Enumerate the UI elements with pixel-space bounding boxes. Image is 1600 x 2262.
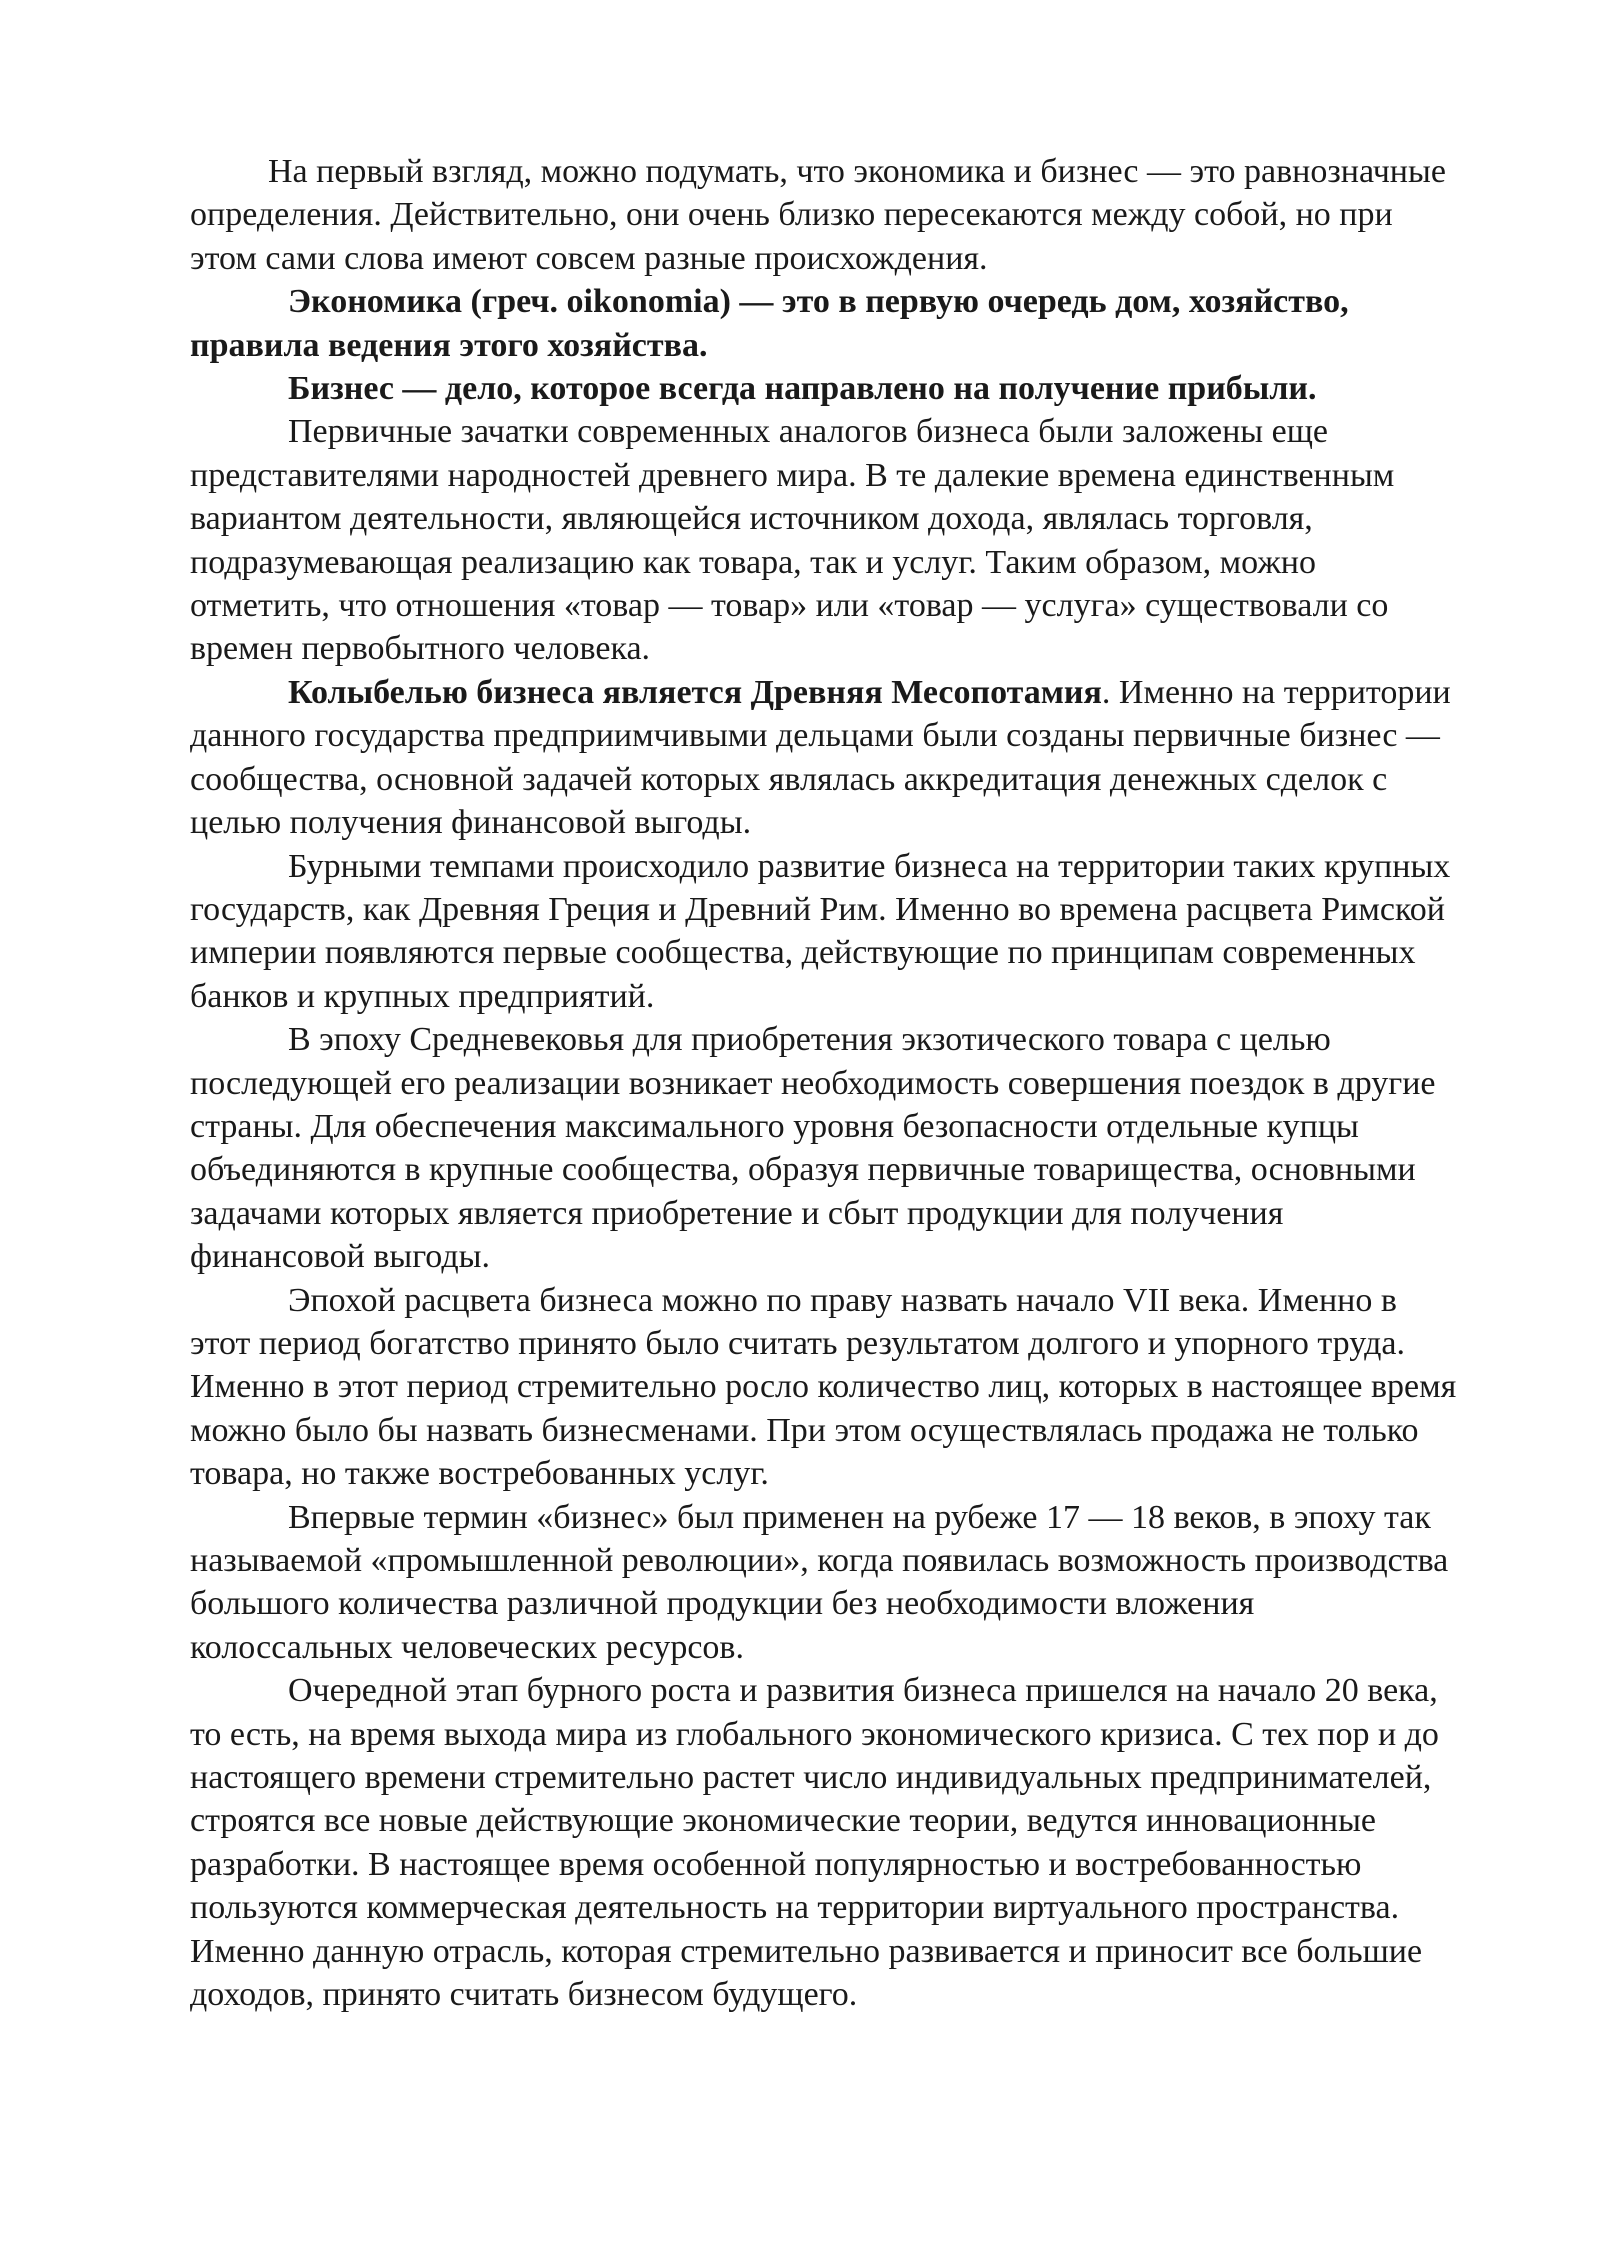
- paragraph-seventh-century: Эпохой расцвета бизнеса можно по праву назвать начало VII века. Именно в этот период богатство принято было считать результатом долгого и упорного труда. Именно в этот период стремительно росло количество лиц, которых в настоящее время можно было бы назвать бизнесменами. При этом осуществлялась продажа не только товара, но также востребованных услуг.: [190, 1281, 1457, 1493]
- paragraph-mesopotamia: [190, 671, 1460, 845]
- paragraph-twentieth-century: Очередной этап бурного роста и развития бизнеса пришелся на начало 20 века, то есть, на время выхода мира из глобального экономического кризиса. С тех пор и до настоящего времени стремительно растет число индивидуальных предпринимателей, строятся все новые действующие экономические теории, ведутся инновационные разработки. В настоящее время особенной популярностью и востребованностью пользуются коммерческая деятельность на территории виртуального пространства. Именно данную отрасль, которая стремительно развивается и приносит все большие доходов, принято считать бизнесом будущего.: [190, 1672, 1439, 2014]
- document-page: [190, 150, 1460, 2016]
- paragraph-industrial-revolution: Впервые термин «бизнес» был применен на рубеже 17 — 18 веков, в эпоху так называемой «промышленной революции», когда появилась возможность производства большого количества различной продукции без необходимости вложения колоссальных человеческих ресурсов.: [190, 1498, 1449, 1666]
- definition-economy: Экономика (греч. oikonomia) — это в первую очередь дом, хозяйство, правила ведения этого хозяйства.: [190, 283, 1349, 364]
- paragraph-intro: На первый взгляд, можно подумать, что экономика и бизнес — это равнозначные определения. Действительно, они очень близко пересекаются между собой, но при этом сами слова имеют совсем разные происхождения.: [190, 153, 1446, 277]
- paragraph-greece-rome: Бурными темпами происходило развитие бизнеса на территории таких крупных государств, как Древняя Греция и Древний Рим. Именно во времена расцвета Римской империи появляются первые сообщества, действующие по принципам современных банков и крупных предприятий.: [190, 847, 1451, 1015]
- definition-business: Бизнес — дело, которое всегда направлено на получение прибыли.: [288, 370, 1317, 408]
- mesopotamia-rest: . Именно на территории данного государства предприимчивыми дельцами были созданы первичные бизнес — сообщества, основной задачей которых являлась аккредитация денежных сделок с целью получения финансовой выгоды.: [190, 673, 1451, 842]
- paragraph-ancient-world: Первичные зачатки современных аналогов бизнеса были заложены еще представителями народностей древнего мира. В те далекие времена единственным вариантом деятельности, являющейся источником дохода, являлась торговля, подразумевающая реализацию как товара, так и услуг. Таким образом, можно отметить, что отношения «товар — товар» или «товар — услуга» существовали со времен первобытного человека.: [190, 413, 1395, 668]
- mesopotamia-lead: Колыбелью бизнеса является Древняя Месопотамия: [288, 673, 1102, 711]
- paragraph-middle-ages: В эпоху Средневековья для приобретения экзотического товара с целью последующей его реализации возникает необходимость совершения поездок в другие страны. Для обеспечения максимального уровня безопасности отдельные купцы объединяются в крупные сообщества, образуя первичные товарищества, основными задачами которых является приобретение и сбыт продукции для получения финансовой выгоды.: [190, 1021, 1436, 1276]
